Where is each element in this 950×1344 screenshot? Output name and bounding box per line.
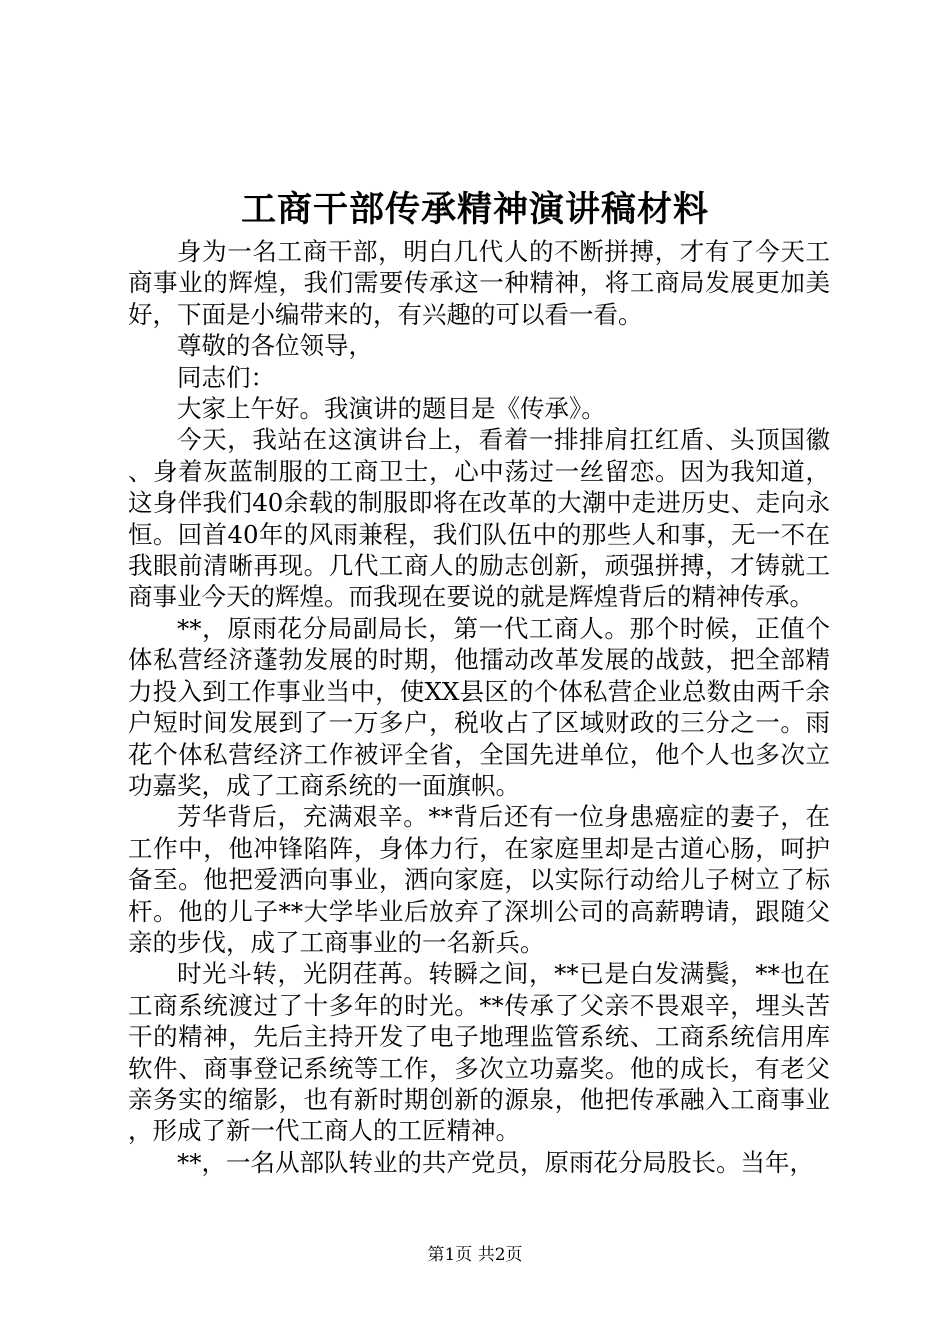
page-number-footer: 第1页 共2页: [427, 1245, 523, 1265]
paragraph-salutation-leaders: 尊敬的各位领导，: [177, 331, 373, 361]
paragraph-time-passes: 时光斗转，光阴荏苒。转瞬之间，**已是白发满鬓，**也在工商系统渡过了十多年的时光。**传承了父亲不畏艰辛，埋头苦干的精神，先后主持开发了电子地理监管系统、工商系统信用库软件、商事登记系统等工作，多次立功嘉奖。他的成长，有老父亲务实的缩影，也有新时期创新的源泉，他把传承融入工商事业，形成了新一代工商人的工匠精神。: [128, 959, 830, 1146]
paragraph-hardship: 芳华背后，充满艰辛。**背后还有一位身患癌症的妻子，在工作中，他冲锋陷阵，身体力行，在家庭里却是古道心肠，呵护备至。他把爱洒向事业，洒向家庭，以实际行动给儿子树立了标杆。他的儿子**大学毕业后放弃了深圳公司的高薪聘请，跟随父亲的步伐，成了工商事业的一名新兵。: [128, 802, 830, 957]
paragraph-intro: 身为一名工商干部，明白几代人的不断拼搏，才有了今天工商事业的辉煌，我们需要传承这一种精神，将工商局发展更加美好，下面是小编带来的，有兴趣的可以看一看。: [128, 237, 830, 329]
document-body: [128, 236, 830, 1178]
paragraph-greeting: 大家上午好。我演讲的题目是《传承》。: [177, 394, 606, 424]
paragraph-salutation-comrades: 同志们：: [177, 362, 275, 392]
paragraph-veteran: **，一名从部队转业的共产党员，原雨花分局股长。当年，: [177, 1147, 814, 1177]
document-title: 工商干部传承精神演讲稿材料: [240, 189, 709, 230]
paragraph-first-generation: **，原雨花分局副局长，第一代工商人。那个时候，正值个体私营经济蓬勃发展的时期，他擂动改革发展的战鼓，把全部精力投入到工作事业当中，使XX县区的个体私营企业总数由两千余户短时间发展到了一万多户，税收占了区域财政的三分之一。雨花个体私营经济工作被评全省，全国先进单位，他个人也多次立功嘉奖，成了工商系统的一面旗帜。: [128, 613, 830, 800]
paragraph-today: 今天，我站在这演讲台上，看着一排排肩扛红盾、头顶国徽、身着灰蓝制服的工商卫士，心中荡过一丝留恋。因为我知道，这身伴我们40余载的制服即将在改革的大潮中走进历史、走向永恒。回首40年的风雨兼程，我们队伍中的那些人和事，无一不在我眼前清晰再现。几代工商人的励志创新，顽强拼搏，才铸就工商事业今天的辉煌。而我现在要说的就是辉煌背后的精神传承。: [128, 425, 830, 612]
